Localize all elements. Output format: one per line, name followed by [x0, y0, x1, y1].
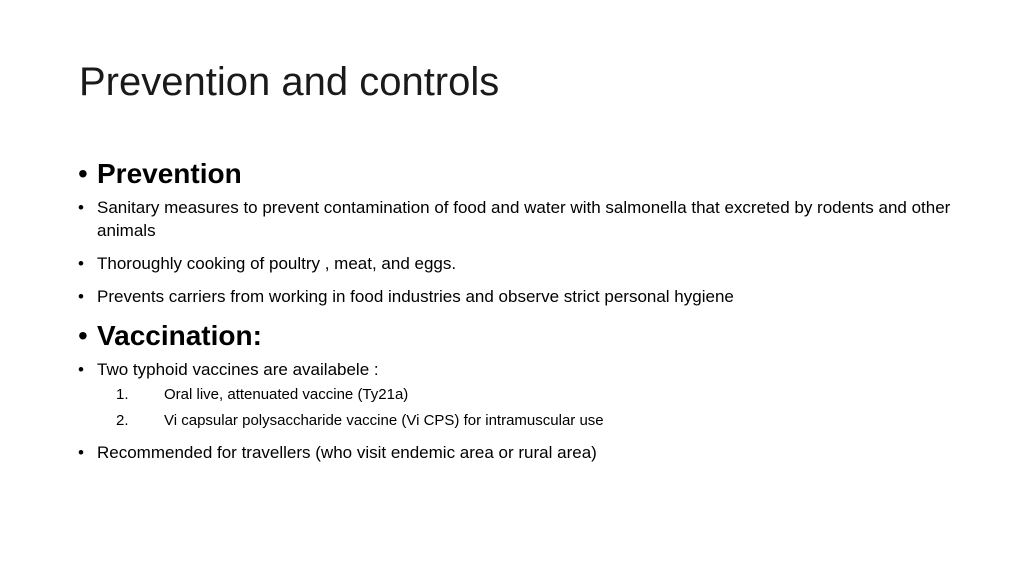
prevention-heading-text: Prevention	[97, 158, 242, 189]
bullet-icon: •	[78, 360, 84, 379]
vaccination-intro	[78, 358, 958, 381]
vaccination-heading-text: Vaccination:	[97, 320, 262, 351]
list-item-text: Sanitary measures to prevent contamination of food and water with salmonella that excreted by rodents and other animals	[97, 198, 951, 240]
bullet-icon: •	[78, 287, 84, 306]
vaccination-heading	[78, 318, 958, 354]
bullet-icon: •	[78, 320, 88, 351]
list-item-text: Recommended for travellers (who visit endemic area or rural area)	[97, 443, 597, 462]
prevention-item-sanitary	[78, 196, 958, 242]
bullet-icon: •	[78, 198, 84, 217]
bullet-icon: •	[78, 254, 84, 273]
vaccine-text: Vi capsular polysaccharide vaccine (Vi CPS) for intramuscular use	[164, 412, 604, 429]
prevention-item-carriers	[78, 285, 958, 308]
prevention-item-cooking	[78, 252, 958, 275]
vaccination-recommendation	[78, 441, 958, 464]
slide-title: Prevention and controls	[79, 60, 500, 104]
slide-content	[78, 156, 958, 474]
prevention-heading	[78, 156, 958, 192]
list-item-text: Prevents carriers from working in food industries and observe strict personal hygiene	[97, 287, 734, 306]
bullet-icon: •	[78, 443, 84, 462]
vaccine-number: 1.	[116, 386, 129, 403]
vaccine-item-1	[78, 385, 958, 405]
vaccine-text: Oral live, attenuated vaccine (Ty21a)	[164, 386, 409, 403]
vaccine-number: 2.	[116, 412, 129, 429]
list-item-text: Thoroughly cooking of poultry , meat, and eggs.	[97, 254, 457, 273]
list-item-text: Two typhoid vaccines are availabele :	[97, 360, 379, 379]
bullet-icon: •	[78, 158, 88, 189]
vaccine-item-2	[78, 411, 958, 431]
